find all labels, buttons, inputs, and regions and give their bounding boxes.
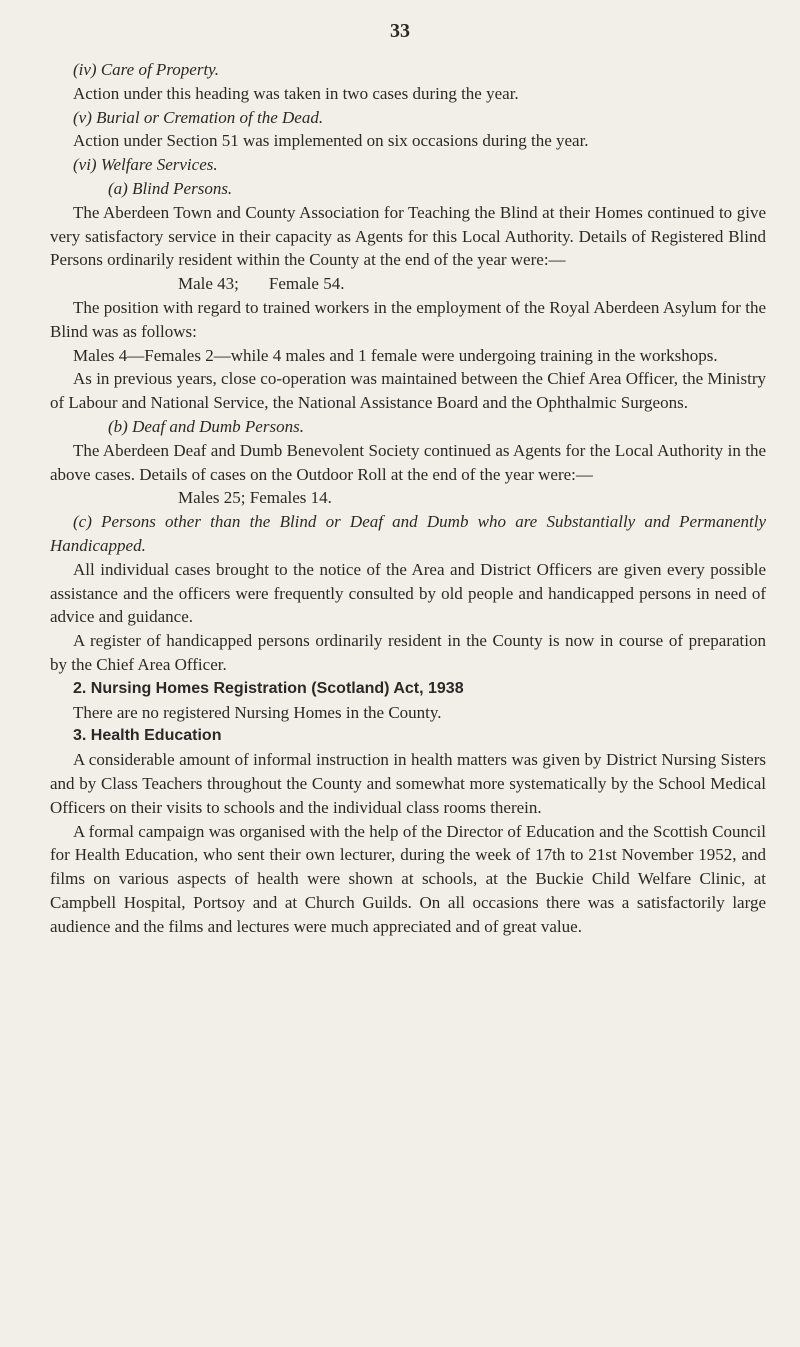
- other-handicapped-heading: (c) Persons other than the Blind or Deaf and Dumb who are Substantially and Permanently Handicapped.: [50, 512, 766, 555]
- health-education-heading: 3. Health Education: [73, 727, 222, 745]
- nursing-homes-text: There are no registered Nursing Homes in the County.: [73, 702, 442, 722]
- burial-heading: (v) Burial or Cremation of the Dead.: [73, 107, 324, 127]
- care-of-property-heading: (iv) Care of Property.: [73, 60, 220, 79]
- deaf-dumb-counts: Males 25; Females 14.: [178, 488, 332, 508]
- care-of-property-text: Action under this heading was taken in two cases during the year.: [73, 83, 519, 103]
- trained-workers-paragraph: The position with regard to trained workers in the employment of the Royal Aberdeen Asylum for the Blind was as follows:: [50, 297, 766, 341]
- workshop-counts-paragraph: Males 4—Females 2—while 4 males and 1 female were undergoing training in the workshops.: [73, 345, 718, 365]
- blind-persons-paragraph: The Aberdeen Town and County Association for Teaching the Blind at their Homes continued to give very satisfactory service in their capacity as Agents for this Local Authority. Details of Registered Blind Persons ordinarily resident within the County at the end of the year were:—: [50, 202, 766, 270]
- page-number: 33: [390, 20, 410, 42]
- burial-text: Action under Section 51 was implemented on six occasions during the year.: [73, 131, 589, 151]
- register-paragraph: A register of handicapped persons ordinarily resident in the County is now in course of preparation by the Chief Area Officer.: [50, 631, 766, 674]
- health-education-paragraph-1: A considerable amount of informal instruction in health matters was given by District Nursing Sisters and by Class Teachers throughout the County and somewhat more systematically by the School Medical Officers on their visits to schools and the individual class rooms therein.: [50, 750, 766, 817]
- other-handicapped-paragraph: All individual cases brought to the notice of the Area and District Officers are given every possible assistance and the officers were frequently consulted by old people and handicapped persons in need of advice and guidance.: [50, 559, 766, 627]
- cooperation-paragraph: As in previous years, close co-operation was maintained between the Chief Area Officer, the Ministry of Labour and National Service, the National Assistance Board and the Ophthalmic Surgeons.: [50, 369, 766, 413]
- deaf-dumb-heading: (b) Deaf and Dumb Persons.: [108, 416, 304, 436]
- welfare-heading: (vi) Welfare Services.: [73, 155, 218, 175]
- nursing-homes-heading: 2. Nursing Homes Registration (Scotland) Act, 1938: [73, 679, 464, 697]
- blind-female-count: Female 54.: [268, 274, 345, 294]
- page-body: [50, 58, 766, 938]
- blind-persons-heading: (a) Blind Persons.: [108, 178, 233, 198]
- blind-male-count: Male 43;: [178, 274, 239, 294]
- deaf-dumb-paragraph: The Aberdeen Deaf and Dumb Benevolent Society continued as Agents for the Local Authority in the above cases. Details of cases on the Outdoor Roll at the end of the year were:—: [50, 440, 766, 484]
- health-education-paragraph-2: A formal campaign was organised with the help of the Director of Education and the Scottish Council for Health Education, who sent their own lecturer, during the week of 17th to 21st November 1952, and films on various aspects of health were shown at schools, at the Buckie Child Welfare Clinic, at Campbell Hospital, Portsoy and at Church Guilds. On all occasions there was a satisfactorily large audience and the films and lectures were much appreciated and of great value.: [50, 821, 766, 936]
- blind-persons-stats: [50, 272, 766, 296]
